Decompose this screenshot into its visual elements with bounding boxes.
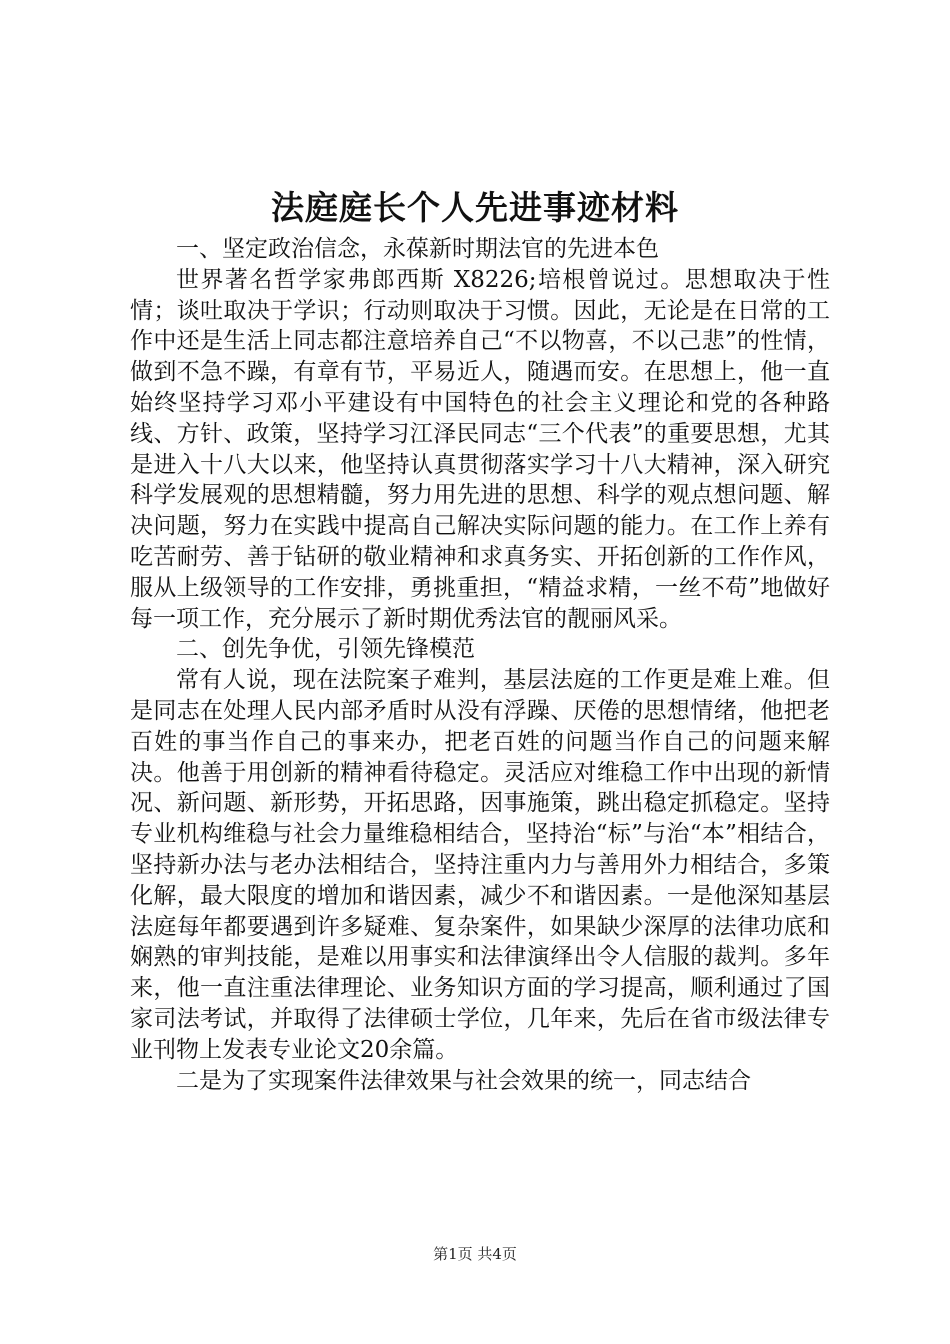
section-heading-2: 二、创先争优，引领先锋模范 — [176, 636, 475, 663]
section-heading-1: 一、坚定政治信念，永葆新时期法官的先进本色 — [176, 236, 659, 262]
document-body — [130, 234, 830, 1096]
page-number-footer: 第1页 共4页 — [433, 1245, 517, 1263]
body-paragraph-3: 二是为了实现案件法律效果与社会效果的统一，同志结合 — [176, 1067, 751, 1094]
body-paragraph-2: 常有人说，现在法院案子难判，基层法庭的工作更是难上难。但是同志在处理人民内部矛盾时从没有浮躁、厌倦的思想情绪，他把老百姓的事当作自己的事来办，把老百姓的问题当作自己的问题来解决。他善于用创新的精神看待稳定。灵活应对维稳工作中出现的新情况、新问题、新形势，开拓思路，因事施策，跳出稳定抓稳定。坚持专业机构维稳与社会力量维稳相结合，坚持治“标”与治“本”相结合，坚持新办法与老办法相结合，坚持注重内力与善用外力相结合，多策化解，最大限度的增加和谐因素，减少不和谐因素。一是他深知基层法庭每年都要遇到许多疑难、复杂案件，如果缺少深厚的法律功底和娴熟的审判技能，是难以用事实和法律演绎出令人信服的裁判。多年来，他一直注重法律理论、业务知识方面的学习提高，顺利通过了国家司法考试，并取得了法律硕士学位，几年来，先后在省市级法律专业刊物上发表专业论文20余篇。 — [130, 667, 830, 1063]
document-title: 法庭庭长个人先进事迹材料 — [271, 188, 679, 227]
body-paragraph-1: 世界著名哲学家弗郎西斯 X8226;培根曾说过。思想取决于性情；谈吐取决于学识；行动则取决于习惯。因此，无论是在日常的工作中还是生活上同志都注意培养自己“不以物喜，不以己悲”的性情，做到不急不躁，有章有节，平易近人，随遇而安。在思想上，他一直始终坚持学习邓小平建设有中国特色的社会主义理论和党的各种路线、方针、政策，坚持学习江泽民同志“三个代表”的重要思想，尤其是进入十八大以来，他坚持认真贯彻落实学习十八大精神，深入研究科学发展观的思想精髓，努力用先进的思想、科学的观点想问题、解决问题，努力在实践中提高自己解决实际问题的能力。在工作上养有吃苦耐劳、善于钻研的敬业精神和求真务实、开拓创新的工作作风，服从上级领导的工作安排，勇挑重担，“精益求精，一丝不苟”地做好每一项工作，充分展示了新时期优秀法官的靓丽风采。 — [130, 266, 830, 632]
